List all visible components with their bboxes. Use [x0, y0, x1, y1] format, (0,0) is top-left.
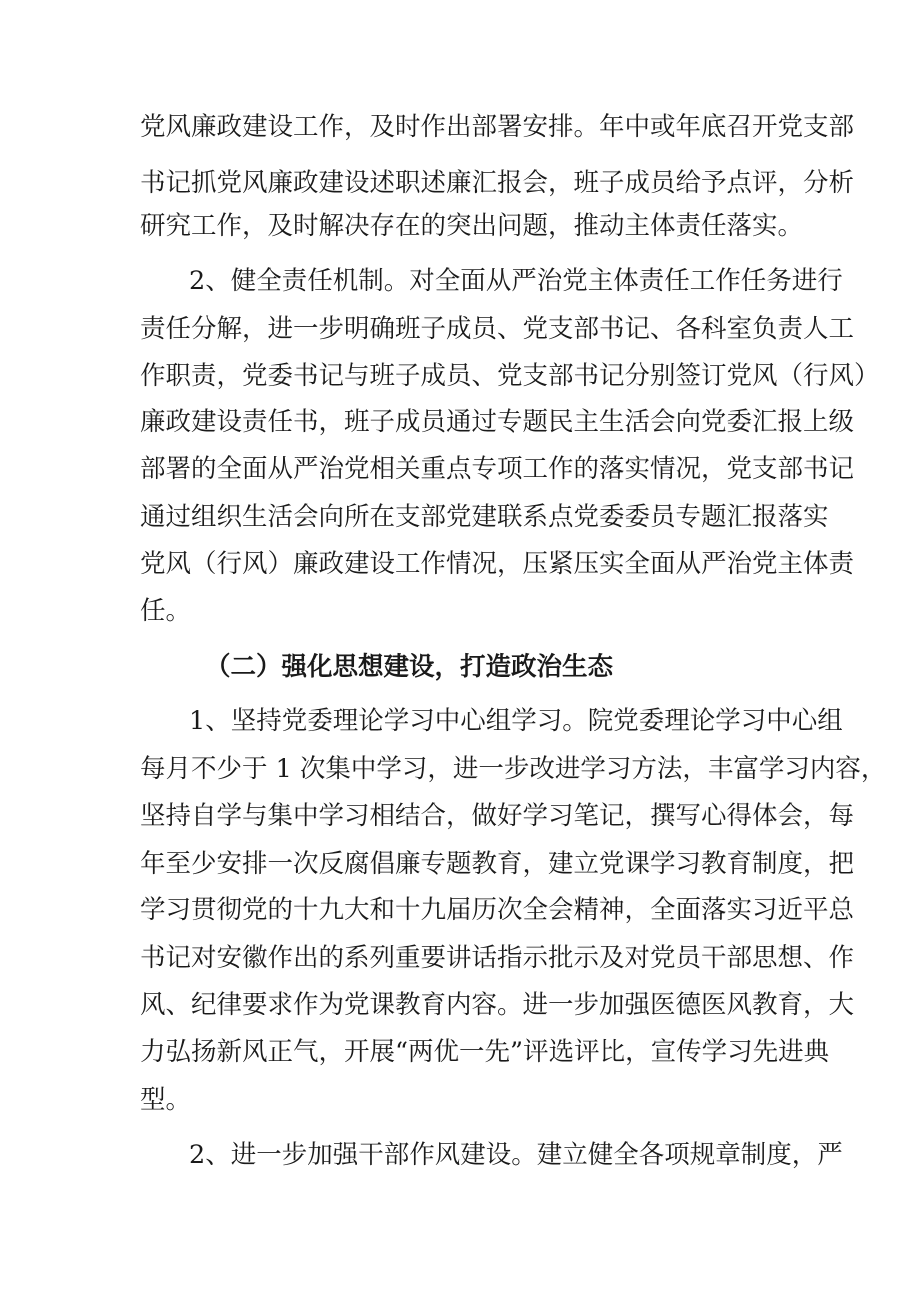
paragraph-line: 2、进一步加强干部作风建设。建立健全各项规章制度，严 [189, 1140, 843, 1170]
paragraph-line: 通过组织生活会向所在支部党建联系点党委委员专题汇报落实 [140, 502, 829, 532]
paragraph-line: 书记抓党风廉政建设述职述廉汇报会，班子成员给予点评，分析 [140, 168, 855, 198]
paragraph-line: 研究工作，及时解决存在的突出问题，推动主体责任落实。 [140, 211, 804, 241]
paragraph-line: 书记对安徽作出的系列重要讲话指示批示及对党员干部思想、作 [140, 943, 855, 973]
paragraph-line: 力弘扬新风正气，开展“两优一先”评选评比，宣传学习先进典 [140, 1037, 830, 1067]
paragraph-line: 每月不少于 1 次集中学习，进一步改进学习方法，丰富学习内容， [140, 754, 887, 784]
paragraph-line: 型。 [140, 1085, 192, 1115]
paragraph-line: 党风（行风）廉政建设工作情况，压紧压实全面从严治党主体责 [140, 549, 855, 579]
paragraph-line: 任。 [140, 596, 192, 626]
paragraph-line: 年至少安排一次反腐倡廉专题教育，建立党课学习教育制度，把 [140, 849, 855, 879]
paragraph-line: 1、坚持党委理论学习中心组学习。院党委理论学习中心组 [189, 706, 843, 736]
paragraph-line: 坚持自学与集中学习相结合，做好学习笔记，撰写心得体会，每 [140, 801, 855, 831]
paragraph-line: 学习贯彻党的十九大和十九届历次全会精神，全面落实习近平总 [140, 895, 855, 925]
paragraph-line: 党风廉政建设工作，及时作出部署安排。年中或年底召开党支部 [140, 112, 855, 142]
paragraph-line: 廉政建设责任书，班子成员通过专题民主生活会向党委汇报上级 [140, 407, 855, 437]
paragraph-line: 责任分解，进一步明确班子成员、党支部书记、各科室负责人工 [140, 314, 855, 344]
paragraph-line: 部署的全面从严治党相关重点专项工作的落实情况，党支部书记 [140, 454, 855, 484]
paragraph-line: 作职责，党委书记与班子成员、党支部书记分别签订党风（行风） [140, 361, 880, 391]
paragraph-line: 2、健全责任机制。对全面从严治党主体责任工作任务进行 [189, 266, 843, 296]
section-heading: （二）强化思想建设，打造政治生态 [205, 652, 614, 682]
paragraph-line: 风、纪律要求作为党课教育内容。进一步加强医德医风教育，大 [140, 990, 855, 1020]
